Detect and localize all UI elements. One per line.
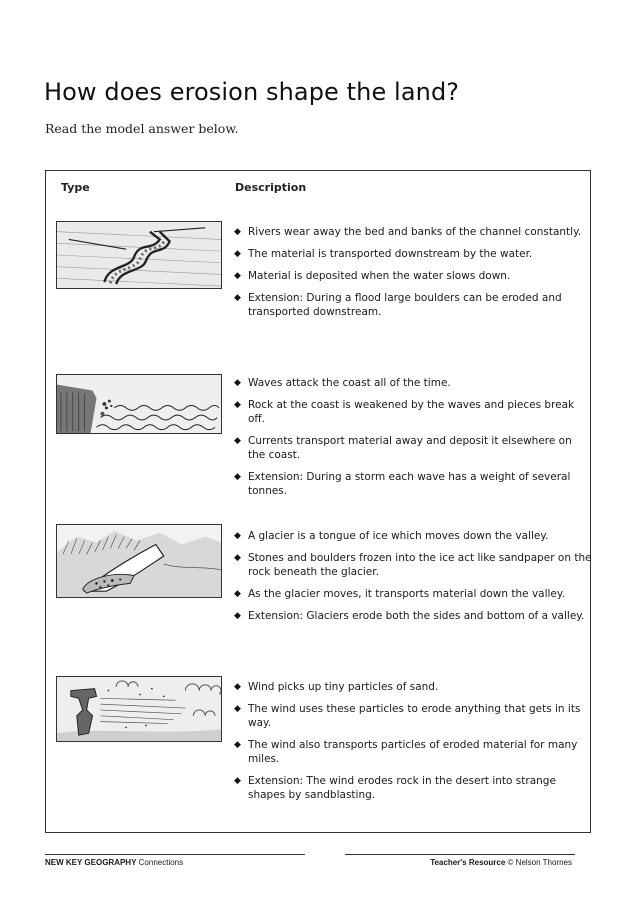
list-item: ◆ Extension: The wind erodes rock in the desert into strange shapes by sandblasting. xyxy=(234,774,592,802)
wind-description-list xyxy=(234,680,592,810)
list-item: ◆ As the glacier moves, it transports material down the valley. xyxy=(234,587,592,601)
footer-series-subtitle: Connections xyxy=(138,858,184,867)
list-item: ◆ Extension: During a flood large boulders can be eroded and transported downstream. xyxy=(234,291,592,319)
coastal-erosion-illustration xyxy=(56,374,222,434)
footer-rule-left xyxy=(45,854,305,855)
page-title: How does erosion shape the land? xyxy=(44,78,460,106)
column-header-type: Type xyxy=(61,181,90,194)
list-item: ◆ Extension: Glaciers erode both the sides and bottom of a valley. xyxy=(234,609,592,623)
list-item: ◆ Rivers wear away the bed and banks of the channel constantly. xyxy=(234,225,592,239)
list-item: ◆ The wind uses these particles to erode anything that gets in its way. xyxy=(234,702,592,730)
list-item: ◆ Extension: During a storm each wave has a weight of several tonnes. xyxy=(234,470,592,498)
footer-series-title: NEW KEY GEOGRAPHY xyxy=(45,858,137,867)
list-item: ◆ Waves attack the coast all of the time. xyxy=(234,376,592,390)
coastal-description-list xyxy=(234,376,592,506)
wind-erosion-illustration xyxy=(56,676,222,742)
glacier-erosion-illustration xyxy=(56,524,222,598)
river-erosion-illustration xyxy=(56,221,222,289)
footer-rule-right xyxy=(345,854,575,855)
column-header-description: Description xyxy=(235,181,307,194)
page-subtitle: Read the model answer below. xyxy=(45,121,239,136)
footer-left xyxy=(45,858,183,867)
list-item: ◆ The wind also transports particles of eroded material for many miles. xyxy=(234,738,592,766)
river-description-list xyxy=(234,225,592,327)
list-item: ◆ Rock at the coast is weakened by the waves and pieces break off. xyxy=(234,398,592,426)
list-item: ◆ Material is deposited when the water slows down. xyxy=(234,269,592,283)
footer-right xyxy=(430,858,572,867)
list-item: ◆ The material is transported downstream by the water. xyxy=(234,247,592,261)
list-item: ◆ Wind picks up tiny particles of sand. xyxy=(234,680,592,694)
list-item: ◆ Stones and boulders frozen into the ice act like sandpaper on the rock beneath the glacier. xyxy=(234,551,592,579)
list-item: ◆ Currents transport material away and deposit it elsewhere on the coast. xyxy=(234,434,592,462)
footer-resource-title: Teacher's Resource xyxy=(430,858,506,867)
glacier-description-list xyxy=(234,529,592,631)
footer-copyright: © Nelson Thornes xyxy=(507,858,572,867)
list-item: ◆ A glacier is a tongue of ice which moves down the valley. xyxy=(234,529,592,543)
